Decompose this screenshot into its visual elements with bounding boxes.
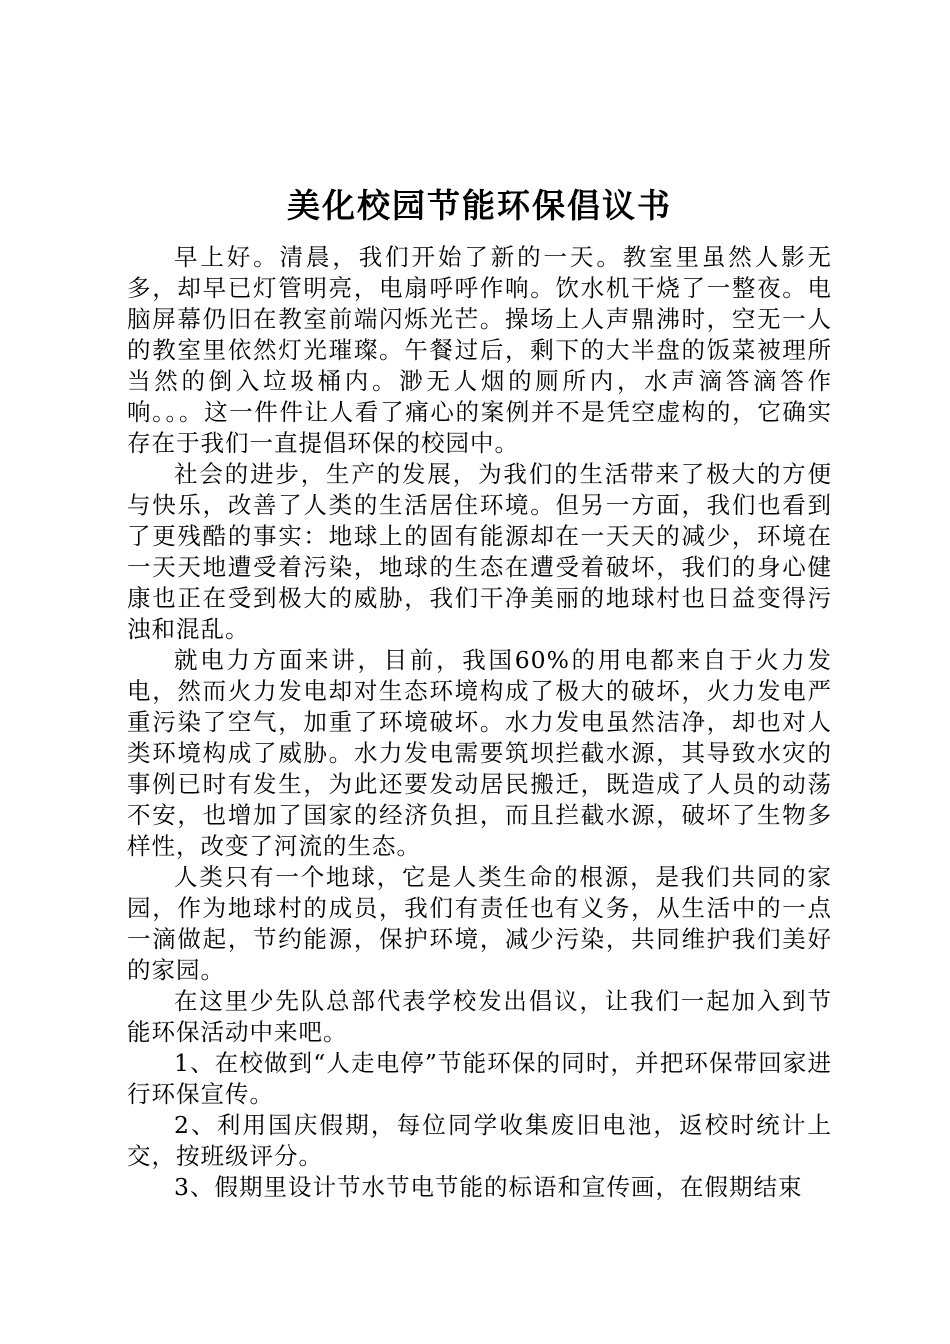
document-title: 美化校园节能环保倡议书 bbox=[287, 186, 672, 225]
paragraph-one-earth: 人类只有一个地球，它是人类生命的根源，是我们共同的家园，作为地球村的成员，我们有责任也有义务，从生活中的一点一滴做起，节约能源，保护环境，减少污染，共同维护我们美好的家园。 bbox=[127, 863, 832, 984]
list-item-1: 1、在校做到“人走电停”节能环保的同时，并把环保带回家进行环保宣传。 bbox=[127, 1049, 832, 1108]
paragraph-proposal: 在这里少先队总部代表学校发出倡议，让我们一起加入到节能环保活动中来吧。 bbox=[127, 987, 832, 1046]
document-page bbox=[127, 178, 832, 1203]
paragraph-society: 社会的进步，生产的发展，为我们的生活带来了极大的方便与快乐，改善了人类的生活居住环境。但另一方面，我们也看到了更残酷的事实：地球上的固有能源却在一天天的减少，环境在一天天地遭受着污染，地球的生态在遭受着破坏，我们的身心健康也正在受到极大的威胁，我们干净美丽的地球村也日益变得污浊和混乱。 bbox=[127, 460, 832, 643]
list-item-3: 3、假期里设计节水节电节能的标语和宣传画，在假期结束 bbox=[174, 1173, 803, 1201]
list-item-2: 2、利用国庆假期，每位同学收集废旧电池，返校时统计上交，按班级评分。 bbox=[127, 1111, 832, 1170]
paragraph-electricity: 就电力方面来讲，目前，我国60%的用电都来自于火力发电，然而火力发电却对生态环境构成了极大的破坏，火力发电严重污染了空气，加重了环境破坏。水力发电虽然洁净，却也对人类环境构成了威胁。水力发电需要筑坝拦截水源，其导致水灾的事例已时有发生，为此还要发动居民搬迁，既造成了人员的动荡不安，也增加了国家的经济负担，而且拦截水源，破坏了生物多样性，改变了河流的生态。 bbox=[127, 646, 832, 860]
paragraph-intro: 早上好。清晨，我们开始了新的一天。教室里虽然人影无多，却早已灯管明亮，电扇呼呼作响。饮水机干烧了一整夜。电脑屏幕仍旧在教室前端闪烁光芒。操场上人声鼎沸时，空无一人的教室里依然灯光璀璨。午餐过后，剩下的大半盘的饭菜被理所当然的倒入垃圾桶内。渺无人烟的厕所内，水声滴答滴答作响。。。这一件件让人看了痛心的案例并不是凭空虚构的，它确实存在于我们一直提倡环保的校园中。 bbox=[127, 243, 832, 457]
